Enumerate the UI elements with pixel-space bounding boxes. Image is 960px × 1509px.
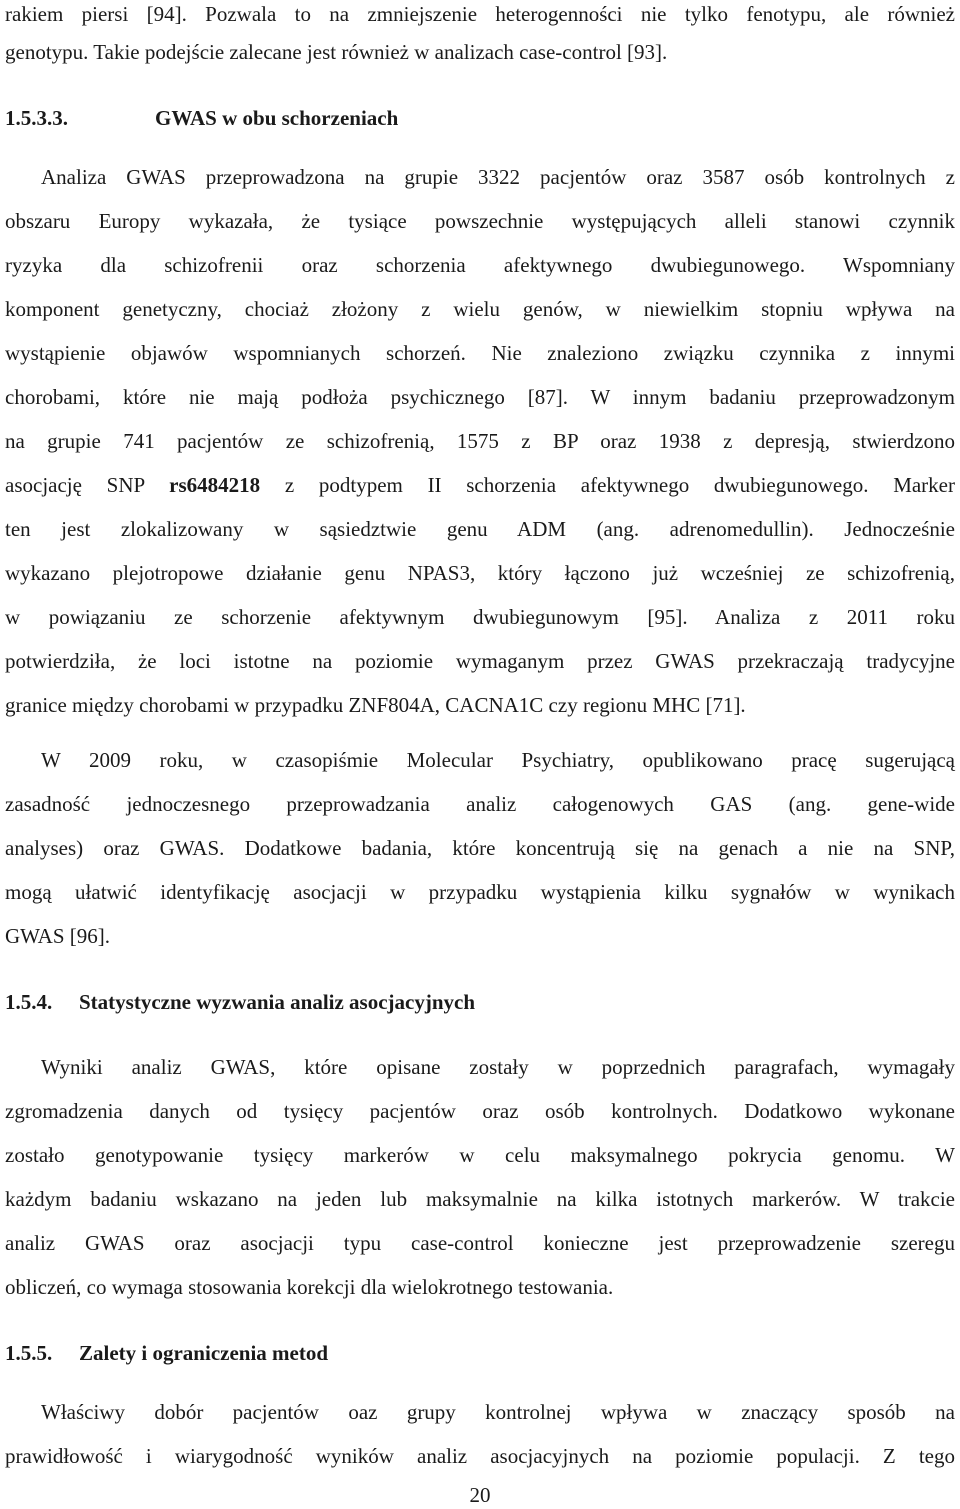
paragraph-line-snp xyxy=(5,471,955,499)
document-page xyxy=(5,0,955,1509)
paragraph-line: prawidłowość i wiarygodność wyników analiz asocjacyjnych na poziomie populacji. Z tego xyxy=(5,1444,955,1468)
paragraph-line: chorobami, które nie mają podłoża psychicznego [87]. W innym badaniu przeprowadzonym xyxy=(5,385,955,409)
paragraph-line: granice między chorobami w przypadku ZNF804A, CACNA1C czy regionu MHC [71]. xyxy=(5,693,746,717)
section-title: GWAS w obu schorzeniach xyxy=(155,106,399,130)
paragraph-line: rakiem piersi [94]. Pozwala to na zmniejszenie heterogenności nie tylko fenotypu, ale również xyxy=(5,2,955,26)
paragraph-line: Właściwy dobór pacjentów oaz grupy kontrolnej wpływa w znaczący sposób na xyxy=(41,1400,955,1424)
paragraph-line: Analiza GWAS przeprowadzona na grupie 3322 pacjentów oraz 3587 osób kontrolnych z xyxy=(41,165,955,189)
section-heading-1-5-5 xyxy=(5,1339,328,1367)
paragraph-line: zgromadzenia danych od tysięcy pacjentów oraz osób kontrolnych. Dodatkowo wykonane xyxy=(5,1099,955,1123)
paragraph-line: mogą ułatwić identyfikację asocjacji w przypadku wystąpienia kilku sygnałów w wynikach xyxy=(5,880,955,904)
section-number: 1.5.4. xyxy=(5,990,53,1014)
paragraph-line: genotypu. Takie podejście zalecane jest również w analizach case-control [93]. xyxy=(5,40,668,64)
section-title: Zalety i ograniczenia metod xyxy=(79,1341,329,1365)
section-number: 1.5.5. xyxy=(5,1341,53,1365)
paragraph-line: komponent genetyczny, chociaż złożony z wielu genów, w niewielkim stopniu wpływa na xyxy=(5,297,955,321)
paragraph-line: na grupie 741 pacjentów ze schizofrenią, 1575 z BP oraz 1938 z depresją, stwierdzono xyxy=(5,429,955,453)
page-number: 20 xyxy=(469,1483,491,1507)
paragraph-line: Wyniki analiz GWAS, które opisane zostały w poprzednich paragrafach, wymagały xyxy=(41,1055,955,1079)
paragraph-line: obliczeń, co wymaga stosowania korekcji dla wielokrotnego testowania. xyxy=(5,1275,614,1299)
paragraph-line: obszaru Europy wykazała, że tysiące powszechnie występujących alleli stanowi czynnik xyxy=(5,209,955,233)
paragraph-line: ryzyka dla schizofrenii oraz schorzenia afektywnego dwubiegunowego. Wspomniany xyxy=(5,253,955,277)
paragraph-line: wykazano plejotropowe działanie genu NPAS3, który łączono już wcześniej ze schizofrenią, xyxy=(5,561,955,585)
paragraph-line: potwierdziła, że loci istotne na poziomie wymaganym przez GWAS przekraczają tradycyjne xyxy=(5,649,955,673)
section-number: 1.5.3.3. xyxy=(5,106,68,130)
paragraph-line: w powiązaniu ze schorzenie afektywnym dwubiegunowym [95]. Analiza z 2011 roku xyxy=(5,605,955,629)
paragraph-line: W 2009 roku, w czasopiśmie Molecular Psychiatry, opublikowano pracę sugerującą xyxy=(41,748,955,772)
paragraph-line: GWAS [96]. xyxy=(5,924,110,948)
section-heading-1-5-4 xyxy=(5,988,475,1016)
snp-line-after: z podtypem II schorzenia afektywnego dwubiegunowego. Marker xyxy=(260,473,955,497)
paragraph-line: analyses) oraz GWAS. Dodatkowe badania, które koncentrują się na genach a nie na SNP, xyxy=(5,836,955,860)
snp-line-before: asocjację SNP xyxy=(5,473,170,497)
section-heading-1-5-3-3 xyxy=(5,104,398,132)
section-title: Statystyczne wyzwania analiz asocjacyjnych xyxy=(79,990,476,1014)
snp-identifier: rs6484218 xyxy=(169,473,261,497)
paragraph-line: ten jest zlokalizowany w sąsiedztwie genu ADM (ang. adrenomedullin). Jednocześnie xyxy=(5,517,955,541)
paragraph-line: analiz GWAS oraz asocjacji typu case-control konieczne jest przeprowadzenie szeregu xyxy=(5,1231,955,1255)
paragraph-line: każdym badaniu wskazano na jeden lub maksymalnie na kilka istotnych markerów. W trakcie xyxy=(5,1187,955,1211)
paragraph-line: zostało genotypowanie tysięcy markerów w celu maksymalnego pokrycia genomu. W xyxy=(5,1143,955,1167)
paragraph-line: wystąpienie objawów wspomnianych schorzeń. Nie znaleziono związku czynnika z innymi xyxy=(5,341,955,365)
paragraph-line: zasadność jednoczesnego przeprowadzania analiz całogenowych GAS (ang. gene-wide xyxy=(5,792,955,816)
